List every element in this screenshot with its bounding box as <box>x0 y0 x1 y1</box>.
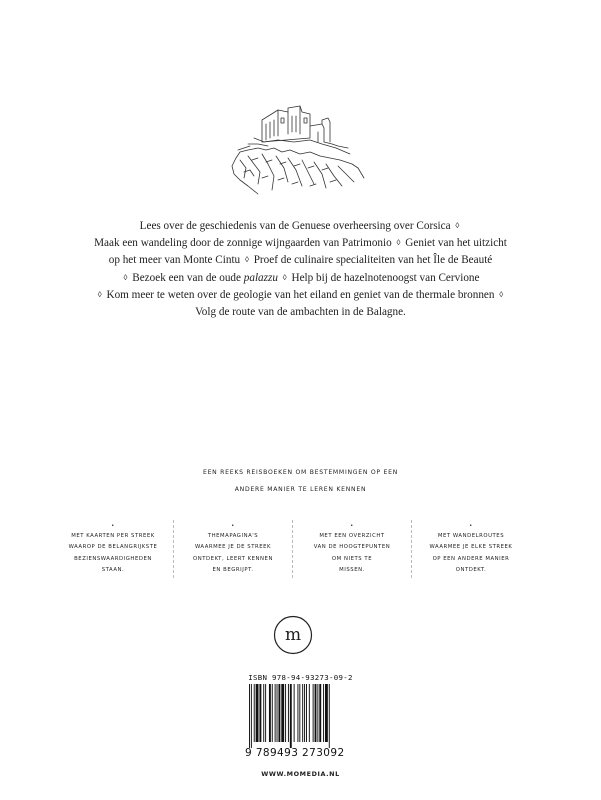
feature-column-maps <box>54 522 172 572</box>
barcode-bar <box>272 684 273 742</box>
blurb-text: Lees over de geschiedenis van de Genuese overheersing over Corsica <box>139 220 451 232</box>
feature-line: STAAN. <box>101 567 125 574</box>
isbn-label: ISBN 978-94-93273-09-2 <box>248 673 353 682</box>
feature-line: MET WANDELROUTES <box>437 533 505 539</box>
blurb-text: Maak een wandeling door de zonnige wijngaarden van Patrimonio <box>94 237 392 250</box>
feature-line: OM NIETS TE <box>331 555 373 562</box>
diamond-separator: ◊ <box>123 272 128 282</box>
barcode-bar <box>265 684 266 742</box>
barcode-bar <box>317 684 318 742</box>
diamond-separator: ◊ <box>97 289 102 299</box>
bullet: • <box>350 523 354 529</box>
bullet: • <box>469 523 473 529</box>
barcode-bar <box>323 684 324 742</box>
feature-column-walks <box>412 522 530 572</box>
blurb-text: Kom meer te weten over de geologie van het eiland en geniet van de thermale bronnen <box>106 288 495 301</box>
feature-line: OP EEN ANDERE MANIER <box>432 555 510 562</box>
feature-line: BEZIENSWAARDIGHEDEN <box>74 555 152 562</box>
isbn-barcode <box>245 673 356 765</box>
blurb-text: Bezoek een van de oude <box>132 271 241 284</box>
feature-column-themes <box>174 522 292 572</box>
feature-line: MET KAARTEN PER STREEK <box>71 533 155 539</box>
blurb-text: Help bij de hazelnotenoogst van Cervione <box>291 271 480 284</box>
blurb-line <box>60 270 541 287</box>
tagline-line-2: ANDERE MANIER TE LEREN KENNEN <box>234 486 367 493</box>
feature-line: THEMAPAGINA'S <box>207 533 259 539</box>
blurb-line <box>60 218 541 235</box>
barcode-bar <box>275 684 276 742</box>
barcode-bar <box>290 684 292 748</box>
barcode-number: 9 789493 273092 <box>245 747 345 759</box>
barcode-bar <box>315 684 317 742</box>
diamond-separator: ◊ <box>396 238 401 248</box>
diamond-separator: ◊ <box>282 272 287 282</box>
publisher-logo <box>273 615 313 655</box>
logo-letter: m <box>284 625 302 645</box>
tagline-line-1: EEN REEKS REISBOEKEN OM BESTEMMINGEN OP EEN <box>202 469 399 476</box>
feature-line: WAARMEE JE ELKE STREEK <box>429 544 513 551</box>
barcode-bar <box>249 684 250 748</box>
feature-line: EN BEGRIJPT. <box>212 567 254 574</box>
blurb-text: Geniet van het uitzicht <box>405 237 507 250</box>
blurb-text: op het meer van Monte Cintu <box>108 254 241 267</box>
barcode-bar <box>297 684 298 742</box>
barcode-bar <box>299 684 300 742</box>
barcode-bar <box>313 684 314 742</box>
barcode-bar <box>263 684 264 742</box>
barcode-bar <box>278 684 280 742</box>
barcode-bar <box>269 684 271 742</box>
feature-line: MET EEN OVERZICHT <box>319 533 385 539</box>
blurb-text: Proef de culinaire specialiteiten van het Île de Beauté <box>253 254 493 267</box>
barcode-bar <box>251 684 252 748</box>
blurb-line <box>60 235 541 252</box>
feature-line: WAAROP DE BELANGRIJKSTE <box>68 544 158 551</box>
barcode-bar <box>294 684 295 742</box>
blurb-line <box>60 252 541 269</box>
barcode-bar <box>285 684 286 742</box>
feature-line: ONTDEKT. <box>455 567 487 574</box>
diamond-separator: ◊ <box>499 289 504 299</box>
barcode-bar <box>277 684 278 742</box>
blurb-italic: palazzu <box>243 271 278 284</box>
barcode-bars <box>245 684 356 748</box>
barcode-bar <box>254 684 255 742</box>
barcode-bar <box>325 684 328 742</box>
feature-line: MISSEN. <box>339 567 365 574</box>
barcode-bar <box>319 684 321 742</box>
barcode-bar <box>306 684 307 742</box>
description-blurb <box>60 218 541 321</box>
barcode-bar <box>288 684 289 742</box>
bullet: • <box>231 523 235 529</box>
diamond-separator: ◊ <box>244 255 249 265</box>
diamond-separator: ◊ <box>455 221 460 230</box>
barcode-bar <box>304 684 305 742</box>
feature-line: VAN DE HOOGTEPUNTEN <box>313 544 391 551</box>
barcode-bar <box>329 684 330 748</box>
blurb-text: Volg de route van de ambachten in de Balagne. <box>195 306 406 319</box>
feature-column-highlights <box>293 522 411 572</box>
barcode-bar <box>259 684 261 742</box>
website-url: WWW.MOMEDIA.NL <box>261 770 340 778</box>
bullet: • <box>111 523 115 529</box>
barcode-bar <box>302 684 303 742</box>
feature-line: ONTDEKT, LEERT KENNEN <box>193 555 273 562</box>
citadel-illustration <box>218 98 368 203</box>
barcode-bar <box>281 684 284 742</box>
barcode-bar <box>256 684 259 742</box>
series-tagline <box>0 464 601 498</box>
blurb-line <box>60 304 541 321</box>
blurb-line <box>60 287 541 304</box>
feature-line: WAARMEE JE DE STREEK <box>194 544 272 551</box>
barcode-bar <box>309 684 310 742</box>
